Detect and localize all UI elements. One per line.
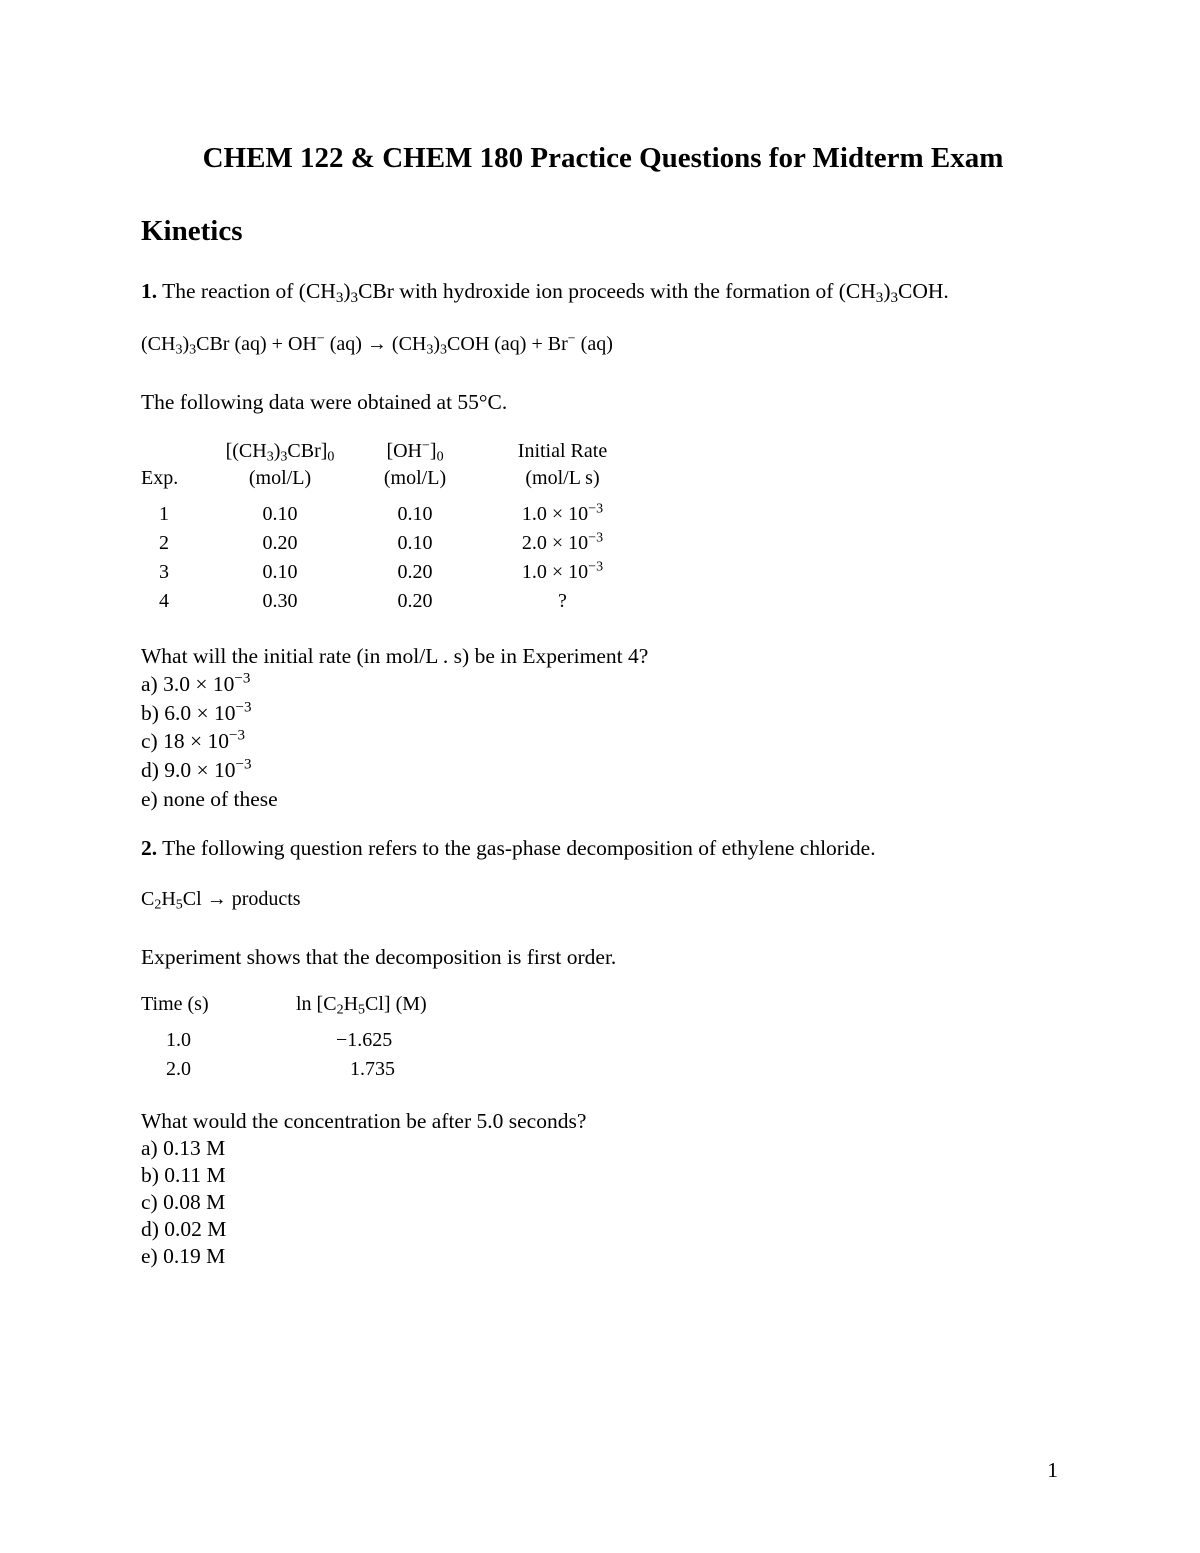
question-number: 1. (141, 279, 158, 303)
cell-ln: −1.625 (336, 1029, 393, 1051)
cell-cbr: 0.10 (262, 503, 298, 525)
question-2-options (141, 1135, 226, 1270)
cell-oh: 0.10 (397, 503, 433, 525)
cell-time: 2.0 (166, 1058, 191, 1080)
option-d[interactable]: d) $9.0 \times 10^{-3}$ (141, 756, 252, 783)
cell-rate: ? (558, 590, 567, 612)
question-number: 2. (141, 836, 158, 860)
cell-cbr: 0.20 (262, 532, 298, 554)
cell-exp: 2 (159, 532, 169, 554)
reaction-equation-2: $C_2H_5Cl$ → products (141, 888, 301, 913)
question-1-stem: 1. The reaction of $(CH_3)_3CBr$ with hydroxide ion proceeds with the formation of $(CH_3)_3COH$. (141, 279, 949, 306)
cell-rate: $1.0 \times 10^{-3}$ (521, 559, 604, 583)
question-1-options (141, 670, 278, 813)
option-b[interactable]: b) 0.11 M (141, 1163, 226, 1187)
page-title: CHEM 122 & CHEM 180 Practice Questions for Midterm Exam (202, 142, 1004, 174)
header-time: Time (s) (141, 993, 209, 1015)
data-condition: The following data were obtained at 55°C. (141, 390, 508, 414)
option-d[interactable]: d) 0.02 M (141, 1217, 227, 1241)
header-ln-conc: $\ln [C_2H_5Cl]$ (M) (296, 993, 427, 1018)
question-2-prompt: What would the concentration be after 5.0 seconds? (141, 1109, 587, 1133)
cell-cbr: 0.10 (262, 561, 298, 583)
cell-time: 1.0 (166, 1029, 191, 1051)
cell-oh: 0.20 (397, 590, 433, 612)
option-c[interactable]: c) 0.08 M (141, 1190, 226, 1214)
option-a[interactable]: a) 0.13 M (141, 1136, 226, 1160)
cell-exp: 3 (159, 561, 169, 583)
cell-rate: $1.0 \times 10^{-3}$ (521, 501, 604, 525)
unit-cbr: (mol/L) (248, 467, 312, 489)
header-oh: $[OH^-]_0$ (386, 438, 444, 465)
header-cbr: $[(CH_3)_3CBr]_0$ (225, 440, 335, 465)
order-statement: Experiment shows that the decomposition is first order. (141, 945, 617, 969)
question-2-stem: 2. The following question refers to the gas-phase decomposition of ethylene chloride. (141, 836, 876, 860)
cell-cbr: 0.30 (262, 590, 298, 612)
cell-oh: 0.10 (397, 532, 433, 554)
option-a[interactable]: a) $3.0 \times 10^{-3}$ (141, 670, 251, 696)
cell-exp: 4 (159, 590, 169, 612)
unit-oh: (mol/L) (383, 467, 447, 489)
section-heading: Kinetics (141, 215, 243, 247)
question-1-prompt: What will the initial rate (in mol/L . s) be in Experiment 4? (141, 644, 649, 668)
unit-rate: (mol/L s) (525, 467, 600, 489)
header-exp: Exp. (141, 467, 179, 489)
cell-oh: 0.20 (397, 561, 433, 583)
reaction-equation-1: $(CH_3)_3CBr$ (aq) + OH− $(aq) \to (CH_3)_3COH$ (aq) + Br− (aq) (141, 331, 613, 358)
header-rate: Initial Rate (517, 440, 608, 462)
option-e[interactable]: e) none of these (141, 786, 278, 811)
option-e[interactable]: e) 0.19 M (141, 1244, 226, 1268)
cell-ln: 1.735 (350, 1058, 395, 1080)
option-c[interactable]: c) $18 \times 10^{-3}$ (141, 728, 245, 754)
option-b[interactable]: b) $6.0 \times 10^{-3}$ (141, 699, 252, 725)
cell-rate: $2.0 \times 10^{-3}$ (521, 530, 604, 554)
page-number: 1 (1047, 1458, 1058, 1482)
cell-exp: 1 (159, 503, 169, 525)
